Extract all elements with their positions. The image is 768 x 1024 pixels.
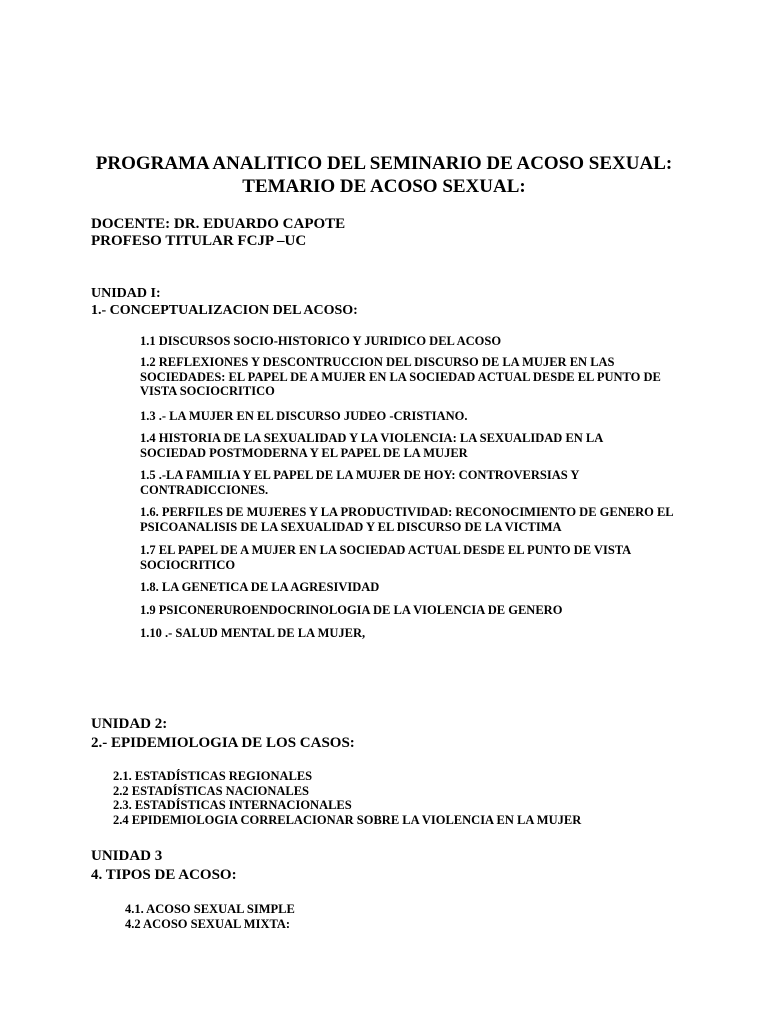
- unit2-item: 2.4 EPIDEMIOLOGIA CORRELACIONAR SOBRE LA VIOLENCIA EN LA MUJER: [113, 812, 582, 827]
- unit2-item: 2.2 ESTADÍSTICAS NACIONALES: [113, 783, 310, 798]
- document-title-line2: TEMARIO DE ACOSO SEXUAL:: [242, 176, 526, 197]
- unit2-header: [91, 715, 355, 753]
- unit1-item: 1.6. PERFILES DE MUJERES Y LA PRODUCTIVIDAD: RECONOCIMIENTO DE GENERO EL PSICOANALISIS DE LA SEXUALIDAD Y EL DISCURSO DE LA VICTIMA: [140, 505, 673, 534]
- unit1-item: 1.10 .- SALUD MENTAL DE LA MUJER,: [140, 626, 366, 640]
- unit2-label: UNIDAD 2:: [91, 716, 168, 732]
- unit1-header: [91, 285, 358, 319]
- document-title-line1: PROGRAMA ANALITICO DEL SEMINARIO DE ACOSO SEXUAL:: [95, 153, 673, 174]
- unit2-heading: 2.- EPIDEMIOLOGIA DE LOS CASOS:: [91, 735, 355, 751]
- unit1-item: 1.1 DISCURSOS SOCIO-HISTORICO Y JURIDICO DEL ACOSO: [140, 334, 502, 348]
- unit2-item: 2.3. ESTADÍSTICAS INTERNACIONALES: [113, 798, 352, 813]
- unit1-item: 1.3 .- LA MUJER EN EL DISCURSO JUDEO -CRISTIANO.: [140, 409, 468, 423]
- unit3-header: [91, 847, 237, 885]
- unit3-item: 4.1. ACOSO SEXUAL SIMPLE: [125, 902, 295, 916]
- unit1-item: 1.9 PSICONERUROENDOCRINOLOGIA DE LA VIOLENCIA DE GENERO: [140, 603, 563, 617]
- unit3-label: UNIDAD 3: [91, 848, 163, 864]
- unit1-heading: 1.- CONCEPTUALIZACION DEL ACOSO:: [91, 303, 358, 318]
- unit1-item: 1.2 REFLEXIONES Y DESCONTRUCCION DEL DISCURSO DE LA MUJER EN LAS SOCIEDADES: EL PAPEL DE A MUJER EN LA SOCIEDAD ACTUAL DESDE EL PUNTO DE VISTA SOCIOCRITICO: [140, 355, 661, 398]
- unit1-item: 1.5 .-LA FAMILIA Y EL PAPEL DE LA MUJER DE HOY: CONTROVERSIAS Y CONTRADICCIONES.: [140, 468, 579, 497]
- docente-block: [91, 216, 345, 250]
- unit3-item-list: [125, 902, 295, 931]
- unit3-heading: 4. TIPOS DE ACOSO:: [91, 867, 237, 883]
- unit1-item: 1.8. LA GENETICA DE LA AGRESIVIDAD: [140, 580, 380, 594]
- unit2-item: 2.1. ESTADÍSTICAS REGIONALES: [113, 769, 313, 783]
- docente-title: PROFESO TITULAR FCJP –UC: [91, 233, 307, 249]
- unit3-item: 4.2 ACOSO SEXUAL MIXTA:: [125, 916, 291, 931]
- docente-name: DOCENTE: DR. EDUARDO CAPOTE: [91, 216, 346, 232]
- unit1-item: 1.7 EL PAPEL DE A MUJER EN LA SOCIEDAD ACTUAL DESDE EL PUNTO DE VISTA SOCIOCRITICO: [140, 543, 631, 572]
- unit1-item: 1.4 HISTORIA DE LA SEXUALIDAD Y LA VIOLENCIA: LA SEXUALIDAD EN LA SOCIEDAD POSTMODERNA Y EL PAPEL DE LA MUJER: [140, 431, 603, 460]
- unit2-item-list: [113, 769, 581, 827]
- unit1-label: UNIDAD I:: [91, 286, 161, 301]
